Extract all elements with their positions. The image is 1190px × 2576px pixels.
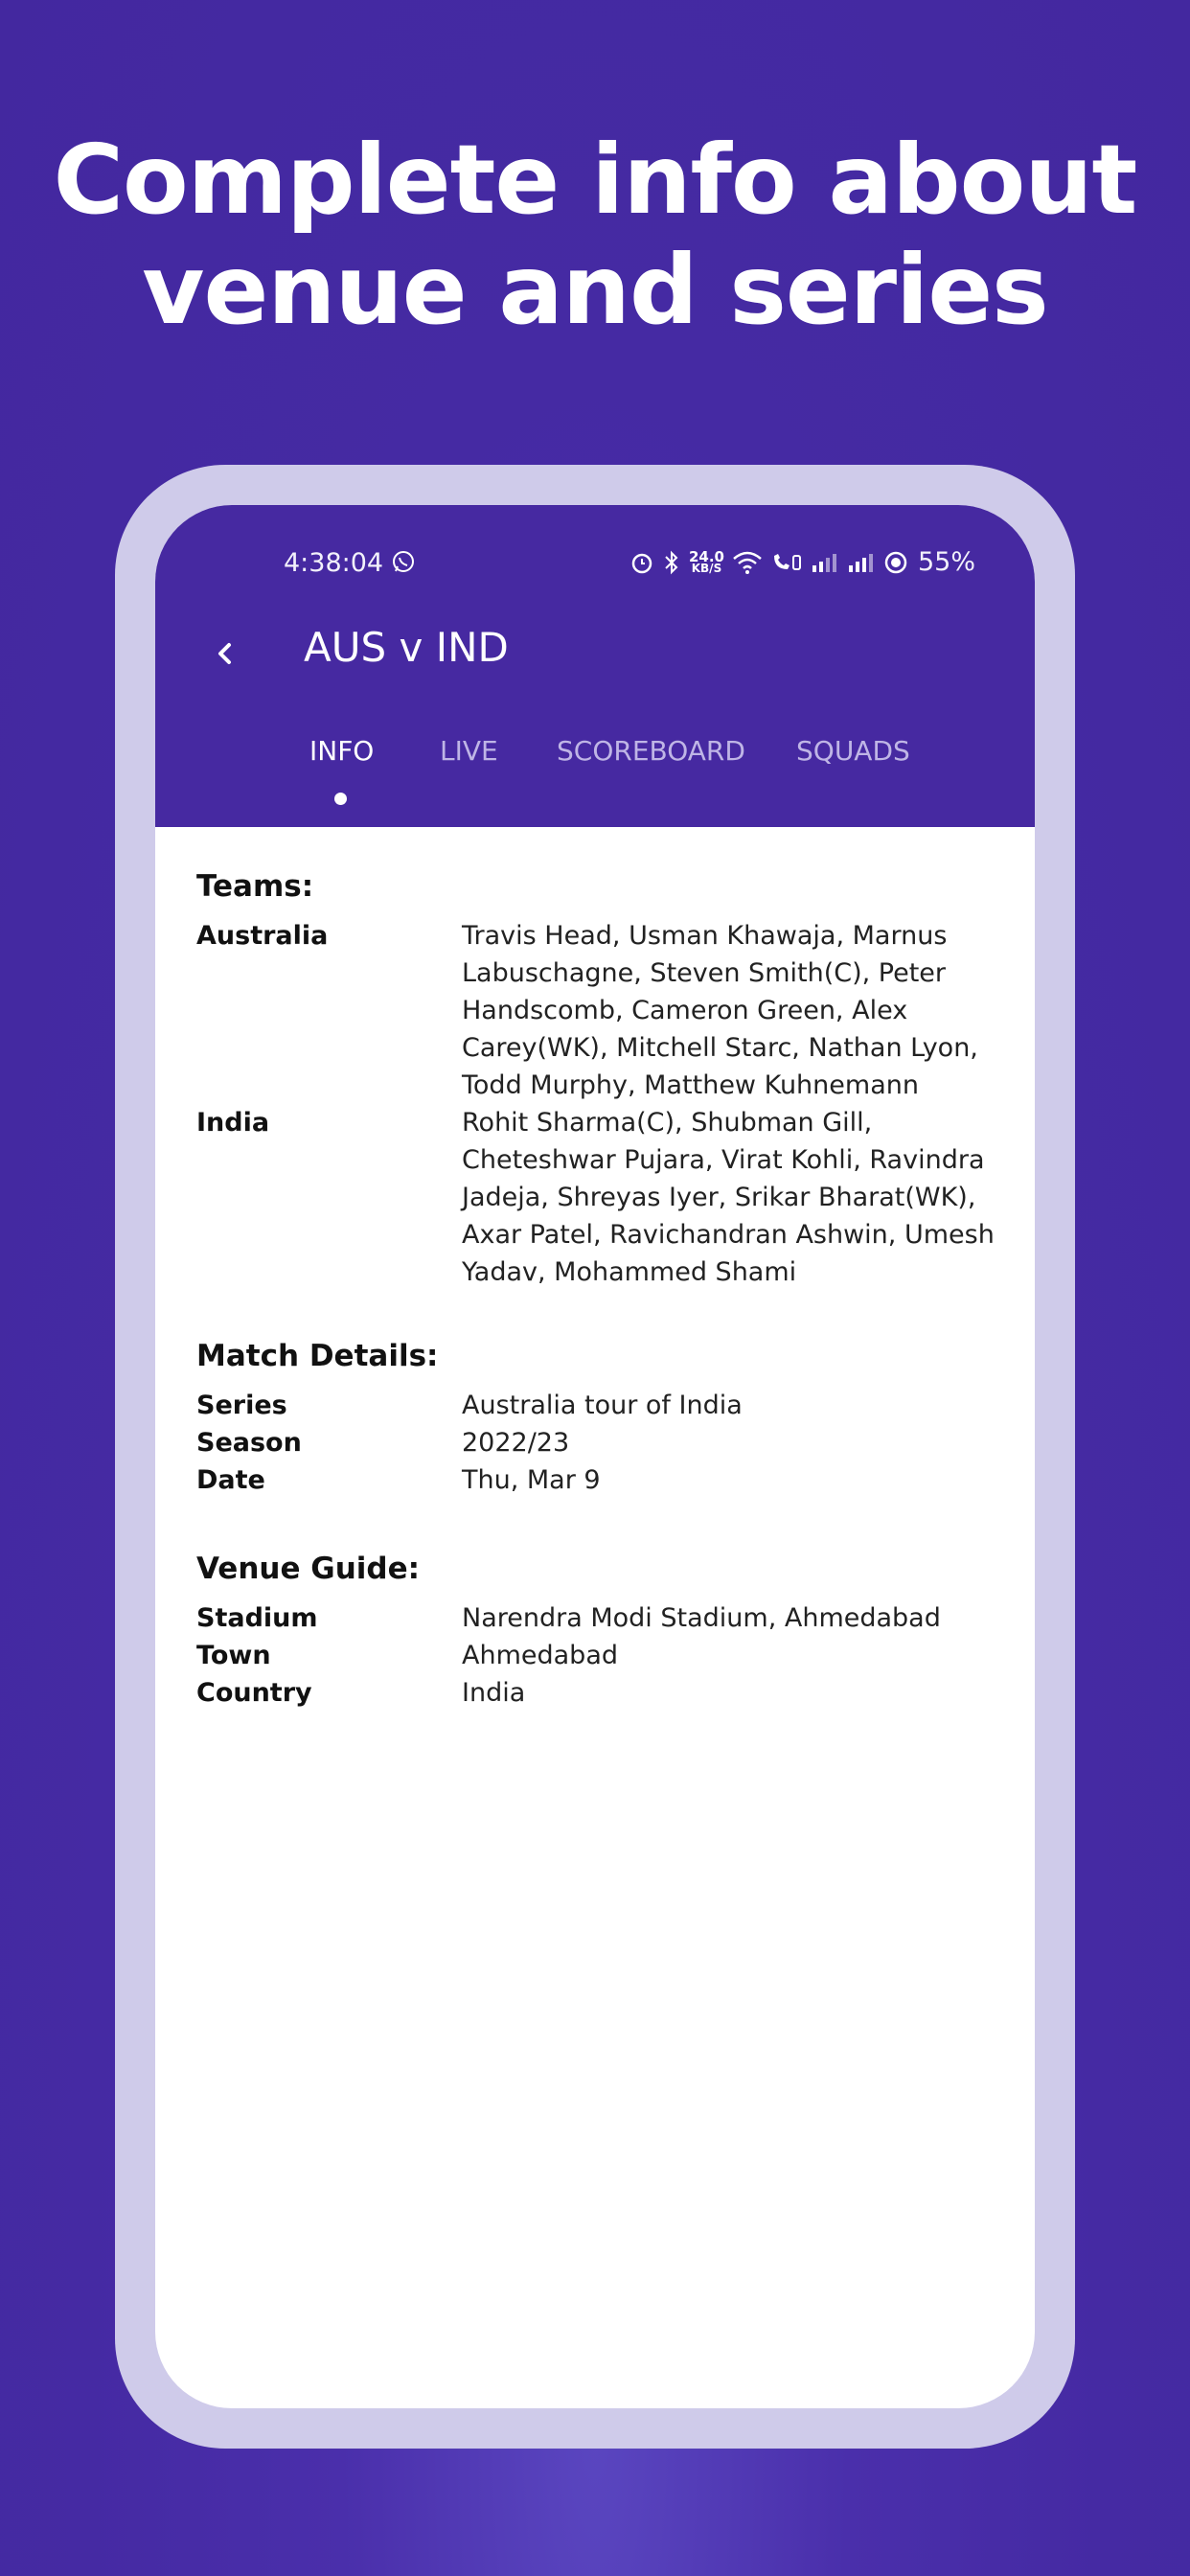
phone-screen bbox=[155, 505, 1035, 2408]
network-speed-unit: KB/S bbox=[691, 561, 722, 575]
battery-percentage: 55% bbox=[917, 547, 975, 577]
promo-headline bbox=[0, 125, 1190, 345]
venue-value: Narendra Modi Stadium, Ahmedabad bbox=[462, 1603, 941, 1633]
bluetooth-icon bbox=[662, 550, 681, 575]
active-tab-indicator bbox=[334, 793, 347, 805]
detail-label: Date bbox=[196, 1465, 265, 1495]
tab-bar bbox=[155, 735, 1035, 793]
detail-value: 2022/23 bbox=[462, 1428, 570, 1458]
app-bar bbox=[155, 505, 1035, 827]
signal-2-icon bbox=[847, 550, 876, 575]
volte-call-icon bbox=[770, 550, 803, 575]
signal-1-icon bbox=[811, 550, 839, 575]
venue-value: Ahmedabad bbox=[462, 1641, 619, 1670]
tab-live[interactable]: LIVE bbox=[440, 735, 498, 767]
team-label: Australia bbox=[196, 921, 329, 951]
venue-label: Town bbox=[196, 1641, 271, 1670]
status-icons bbox=[629, 547, 975, 577]
team-players: Travis Head, Usman Khawaja, Marnus Labuschagne, Steven Smith(C), Peter Handscomb, Cameron Green, Alex Carey(WK), Mitchell Starc, Nathan Lyon, Todd Murphy, Matthew Kuhnemann bbox=[462, 921, 978, 1100]
detail-label: Series bbox=[196, 1391, 287, 1420]
detail-value: Australia tour of India bbox=[462, 1391, 743, 1420]
network-speed bbox=[688, 547, 724, 575]
tab-squads[interactable]: SQUADS bbox=[796, 735, 910, 767]
venue-guide-heading: Venue Guide: bbox=[196, 1552, 421, 1586]
tab-info[interactable]: INFO bbox=[309, 735, 375, 767]
venue-value: India bbox=[462, 1678, 526, 1708]
venue-label: Country bbox=[196, 1678, 312, 1708]
page-title: AUS v IND bbox=[304, 624, 509, 671]
wifi-icon bbox=[732, 550, 763, 575]
match-details-heading: Match Details: bbox=[196, 1339, 439, 1373]
battery-icon bbox=[883, 550, 908, 575]
status-time: 4:38:04 bbox=[284, 548, 384, 578]
headline-line-1: Complete info about bbox=[53, 124, 1137, 236]
headline-line-2: venue and series bbox=[142, 234, 1048, 346]
team-players: Rohit Sharma(C), Shubman Gill, Cheteshwar Pujara, Virat Kohli, Ravindra Jadeja, Shreyas Iyer, Srikar Bharat(WK), Axar Patel, Ravichandran Ashwin, Umesh Yadav, Mohammed Shami bbox=[462, 1108, 995, 1287]
network-speed-value: 24.0 bbox=[688, 547, 724, 565]
detail-label: Season bbox=[196, 1428, 302, 1458]
back-icon[interactable] bbox=[201, 630, 249, 678]
status-bar bbox=[155, 505, 1035, 620]
venue-label: Stadium bbox=[196, 1603, 318, 1633]
team-label: India bbox=[196, 1108, 270, 1138]
detail-value: Thu, Mar 9 bbox=[462, 1465, 601, 1495]
tab-scoreboard[interactable]: SCOREBOARD bbox=[557, 735, 745, 767]
alarm-icon bbox=[629, 550, 654, 575]
whatsapp-icon bbox=[391, 549, 416, 574]
teams-heading: Teams: bbox=[196, 869, 314, 904]
